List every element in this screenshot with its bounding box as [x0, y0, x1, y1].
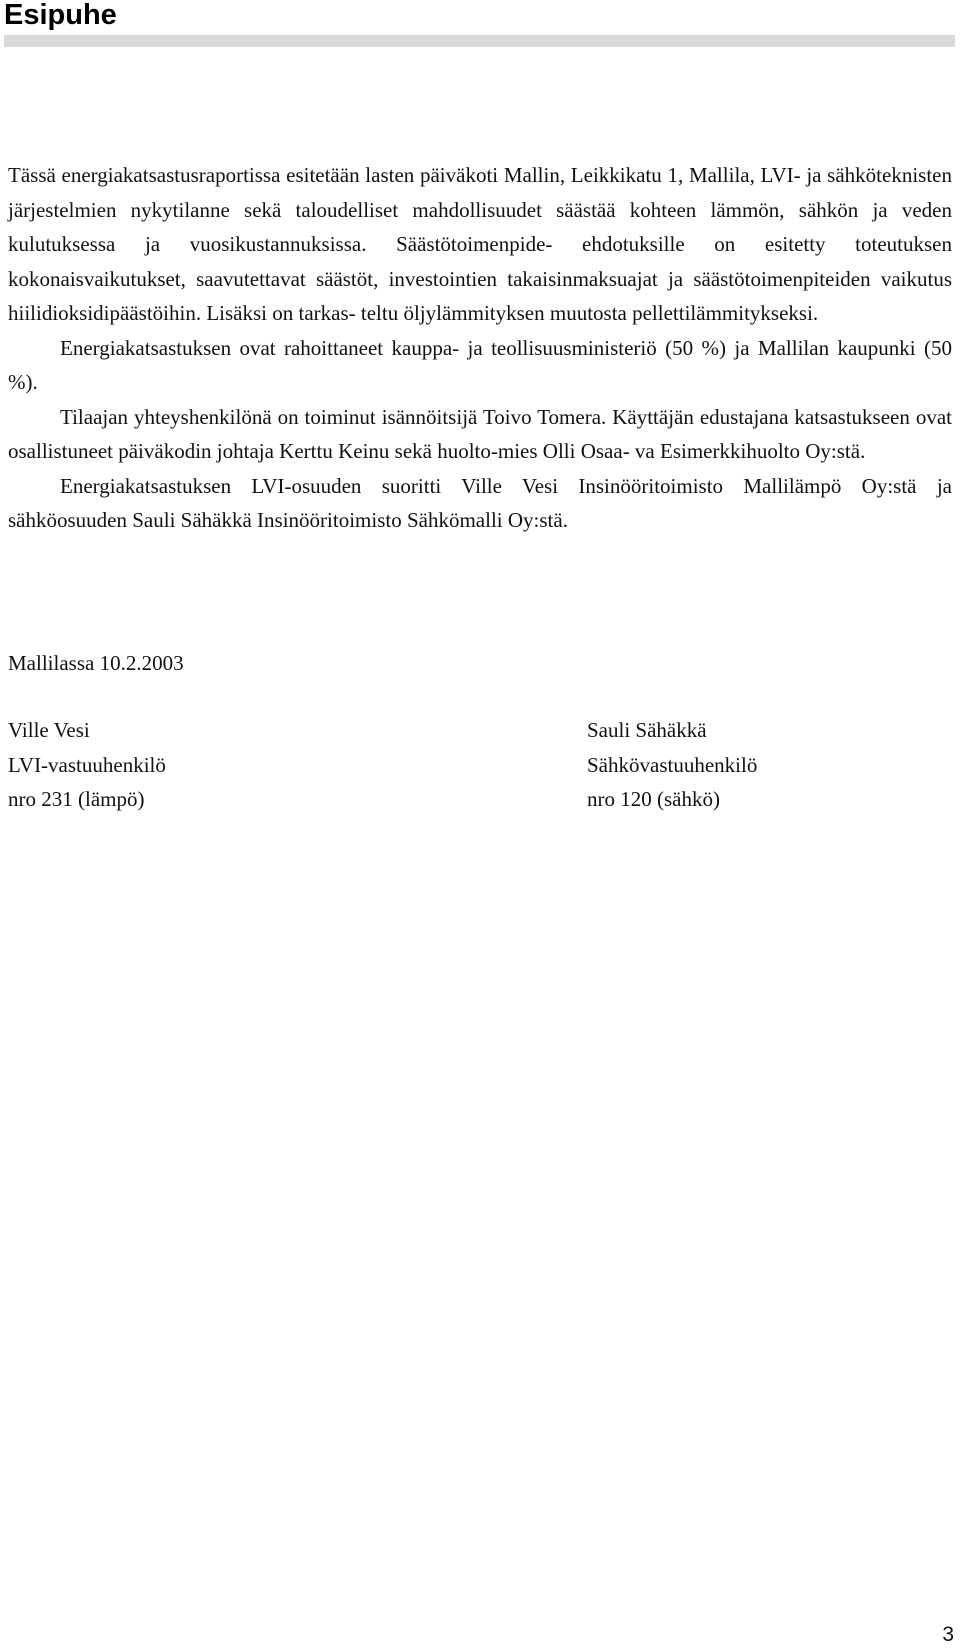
- signature-block-electric: [587, 713, 757, 817]
- heading-rule: [4, 35, 955, 47]
- signature-name: Ville Vesi: [8, 718, 90, 742]
- paragraph-intro: Tässä energiakatsastusraportissa esitetään lasten päiväkoti Mallin, Leikkikatu 1, Mallila, LVI- ja sähköteknisten järjestelmien nykytilanne sekä taloudelliset mahdollisuudet säästää kohteen lämmön, sähkön ja veden kulutuksessa ja vuosikustannuksissa. Säästötoimenpide- ehdotuksille on esitetty toteutuksen kokonaisvaikutukset, saavutettavat säästöt, investointien takaisinmaksuajat ja säästötoimenpiteiden vaikutus hiilidioksidipäästöihin. Lisäksi on tarkas- teltu öljylämmityksen muutosta pellettilämmitykseksi.: [8, 163, 952, 325]
- signature-number: nro 231 (lämpö): [8, 787, 145, 811]
- signature-number: nro 120 (sähkö): [587, 787, 720, 811]
- signature-block-lvi: [8, 713, 166, 817]
- signature-name: Sauli Sähäkkä: [587, 718, 707, 742]
- signature-role: Sähkövastuuhenkilö: [587, 752, 758, 777]
- signature-role: LVI-vastuuhenkilö: [8, 752, 166, 777]
- paragraph-funding: Energiakatsastuksen ovat rahoittaneet kauppa- ja teollisuusministeriö (50 %) ja Mallilan kaupunki (50 %).: [8, 335, 952, 394]
- page-number: 3: [942, 1623, 954, 1646]
- place-date: Mallilassa 10.2.2003: [8, 651, 184, 675]
- body-text: [8, 158, 952, 538]
- paragraph-authors: Energiakatsastuksen LVI-osuuden suoritti Ville Vesi Insinööritoimisto Mallilämpö Oy:stä ja sähköosuuden Sauli Sähäkkä Insinööritoimisto Sähkömalli Oy:stä.: [8, 473, 952, 532]
- paragraph-participants: Tilaajan yhteyshenkilönä on toiminut isännöitsijä Toivo Tomera. Käyttäjän edustajana katsastukseen ovat osallistuneet päiväkodin johtaja Kerttu Keinu sekä huolto-mies Olli Osaa- va Esimerkkihuolto Oy:stä.: [8, 404, 952, 463]
- page-heading: Esipuhe: [4, 0, 117, 31]
